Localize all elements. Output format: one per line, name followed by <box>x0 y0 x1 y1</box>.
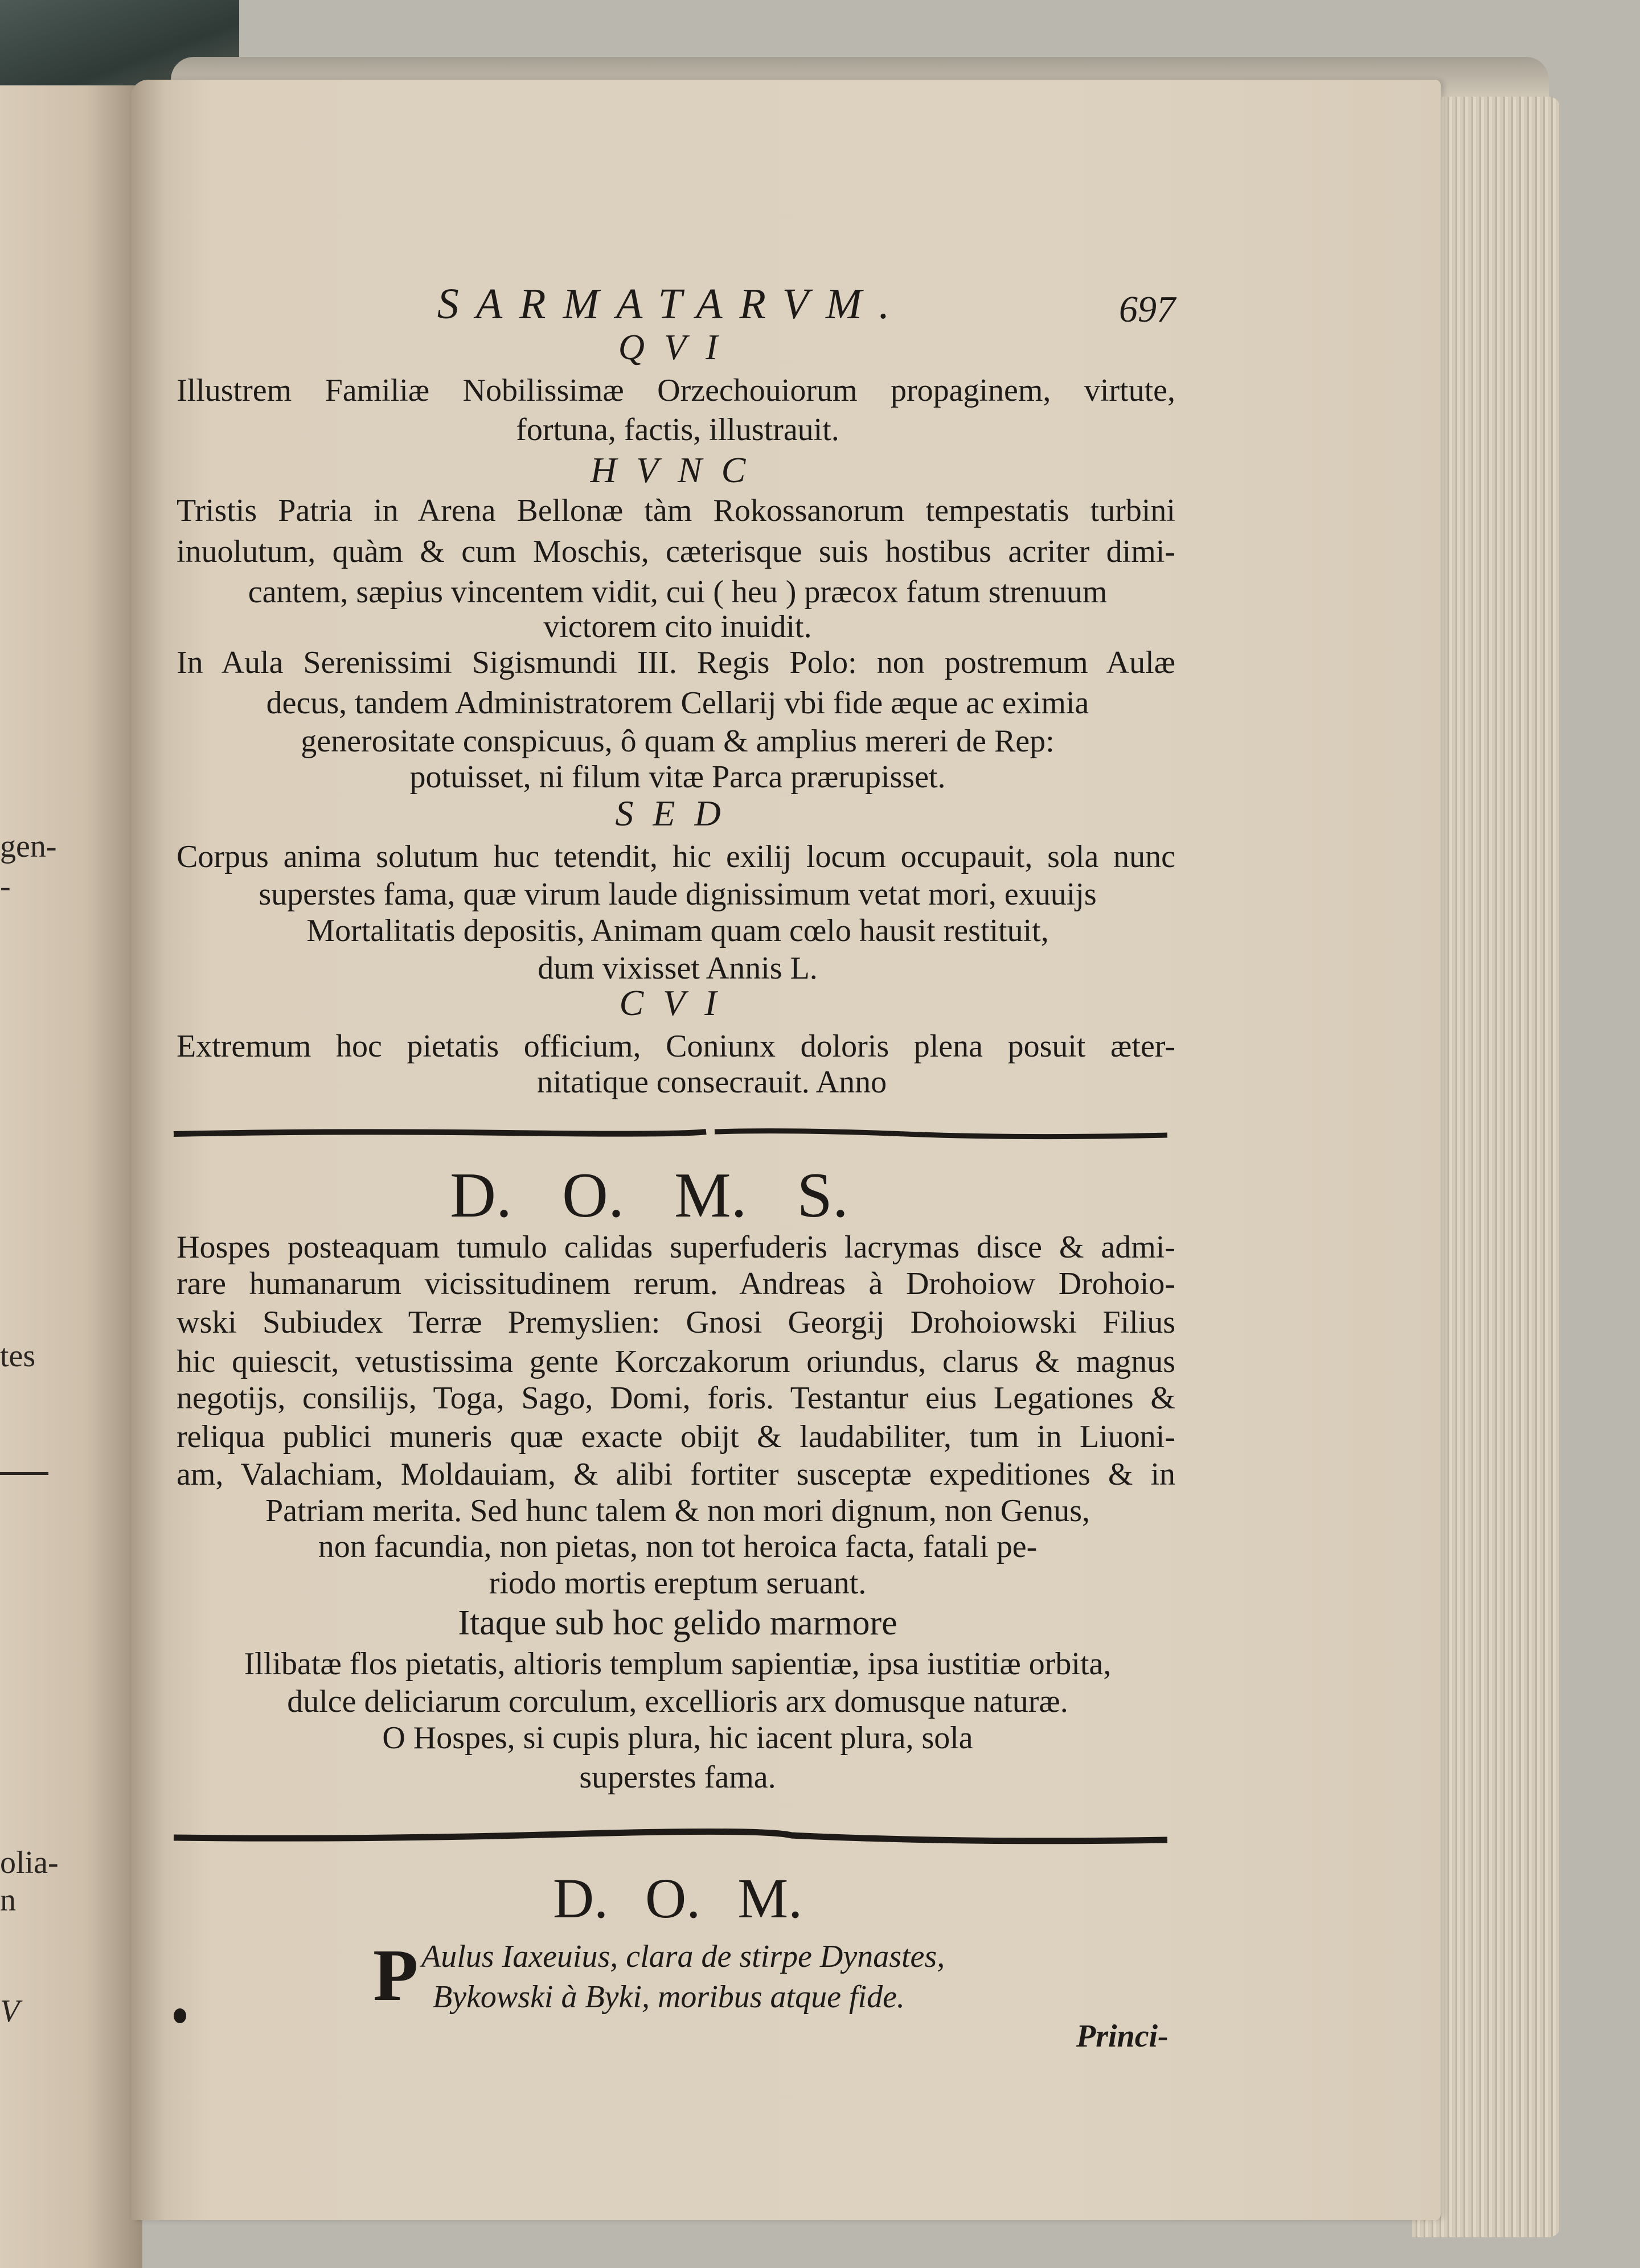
text-line: Bykowski à Byki, moribus atque fide. <box>433 1979 905 2015</box>
text-line: Patriam merita. Sed hunc talem & non mori dignum, non Genus, <box>265 1493 1090 1529</box>
text-line: dum vixisset Annis L. <box>538 951 818 986</box>
heading-sed: SED <box>615 793 740 833</box>
text-line: hic quiescit, vetustissima gente Korczakorum oriundus, clarus & magnus <box>177 1344 1175 1379</box>
page-number: 697 <box>1119 289 1175 330</box>
ornamental-rule <box>165 1827 1184 1850</box>
text-line: am, Valachiam, Moldauiam, & alibi fortiter susceptæ expeditiones & in <box>177 1457 1175 1492</box>
text-line: O Hospes, si cupis plura, hic iacent plura, sola <box>382 1720 973 1756</box>
text-line: Tristis Patria in Arena Bellonæ tàm Rokossanorum tempestatis turbini <box>177 493 1175 528</box>
text-line: reliqua publici muneris quæ exacte obijt & laudabiliter, tum in Liuoni- <box>177 1419 1175 1455</box>
text-line: generositate conspicuus, ô quam & amplius mereri de Rep: <box>301 724 1055 759</box>
text-line: Illibatæ flos pietatis, altioris templum sapientiæ, ipsa iustitiæ orbita, <box>244 1646 1112 1682</box>
text-line: victorem cito inuidit. <box>543 609 812 644</box>
text-line: negotijs, consilijs, Toga, Sago, Domi, foris. Testantur eius Legationes & <box>177 1380 1175 1416</box>
text-line: dulce deliciarum corculum, excellioris arx domusque naturæ. <box>287 1684 1068 1719</box>
left-fragment: tes <box>0 1338 36 1374</box>
text-line: inuolutum, quàm & cum Moschis, cæterisque suis hostibus acriter dimi- <box>177 534 1175 569</box>
text-line: cantem, sæpius vincentem vidit, cui ( heu ) præcox fatum strenuum <box>248 574 1108 610</box>
ornamental-rule <box>165 1121 1184 1144</box>
text-line: rare humanarum vicissitudinem rerum. Andreas à Drohoiow Drohoio- <box>177 1266 1175 1301</box>
text-line: Illustrem Familiæ Nobilissimæ Orzechouiorum propaginem, virtute, <box>177 373 1175 408</box>
text-line: riodo mortis ereptum seruant. <box>489 1566 867 1601</box>
text-line: nitatique consecrauit. Anno <box>536 1065 887 1100</box>
heading-qui: QVI <box>618 327 737 367</box>
catchword: Princi- <box>1076 2019 1168 2054</box>
left-fragment: - <box>0 869 11 904</box>
ink-blot <box>174 2008 186 2023</box>
heading-dom: D. O. M. <box>552 1867 803 1930</box>
text-line: Hospes posteaquam tumulo calidas superfuderis lacrymas disce & admi- <box>177 1230 1175 1265</box>
heading-cui: CVI <box>619 983 736 1023</box>
running-head: SARMATARVM. <box>437 280 907 328</box>
text-line: decus, tandem Administratorem Cellarij vbi fide æque ac eximia <box>266 685 1089 721</box>
left-fragment: n <box>0 1883 16 1918</box>
text-line: In Aula Serenissimi Sigismundi III. Regis Polo: non postremum Aulæ <box>177 645 1175 680</box>
text-line: fortuna, factis, illustrauit. <box>516 412 839 447</box>
text-line: wski Subiudex Terræ Premyslien: Gnosi Georgij Drohoiowski Filius <box>177 1305 1175 1340</box>
text-line: Aulus Iaxeuius, clara de stirpe Dynastes, <box>421 1939 945 1974</box>
text-line: superstes fama, quæ virum laude dignissimum vetat mori, exuuijs <box>259 877 1097 912</box>
text-line: potuisset, ni filum vitæ Parca prærupisset. <box>409 759 946 795</box>
text-line: non facundia, non pietas, non tot heroica facta, fatali pe- <box>318 1529 1038 1564</box>
left-rule-fragment <box>0 1472 48 1475</box>
text-line: Corpus anima solutum huc tetendit, hic exilij locum occupauit, sola nunc <box>177 839 1175 874</box>
text-line: Extremum hoc pietatis officium, Coniunx doloris plena posuit æter- <box>177 1029 1175 1064</box>
text-line: superstes fama. <box>579 1760 776 1795</box>
left-fragment: gen- <box>0 829 57 864</box>
text-line: Itaque sub hoc gelido marmore <box>458 1604 897 1642</box>
heading-doms: D. O. M. S. <box>450 1160 848 1231</box>
left-fragment: olia- <box>0 1845 59 1880</box>
drop-cap: P <box>373 1934 419 2016</box>
heading-hunc: HVNC <box>590 450 765 490</box>
text-line: Mortalitatis depositis, Animam quam cœlo hausit restituit, <box>306 913 1049 948</box>
left-fragment: V <box>0 1994 20 2029</box>
